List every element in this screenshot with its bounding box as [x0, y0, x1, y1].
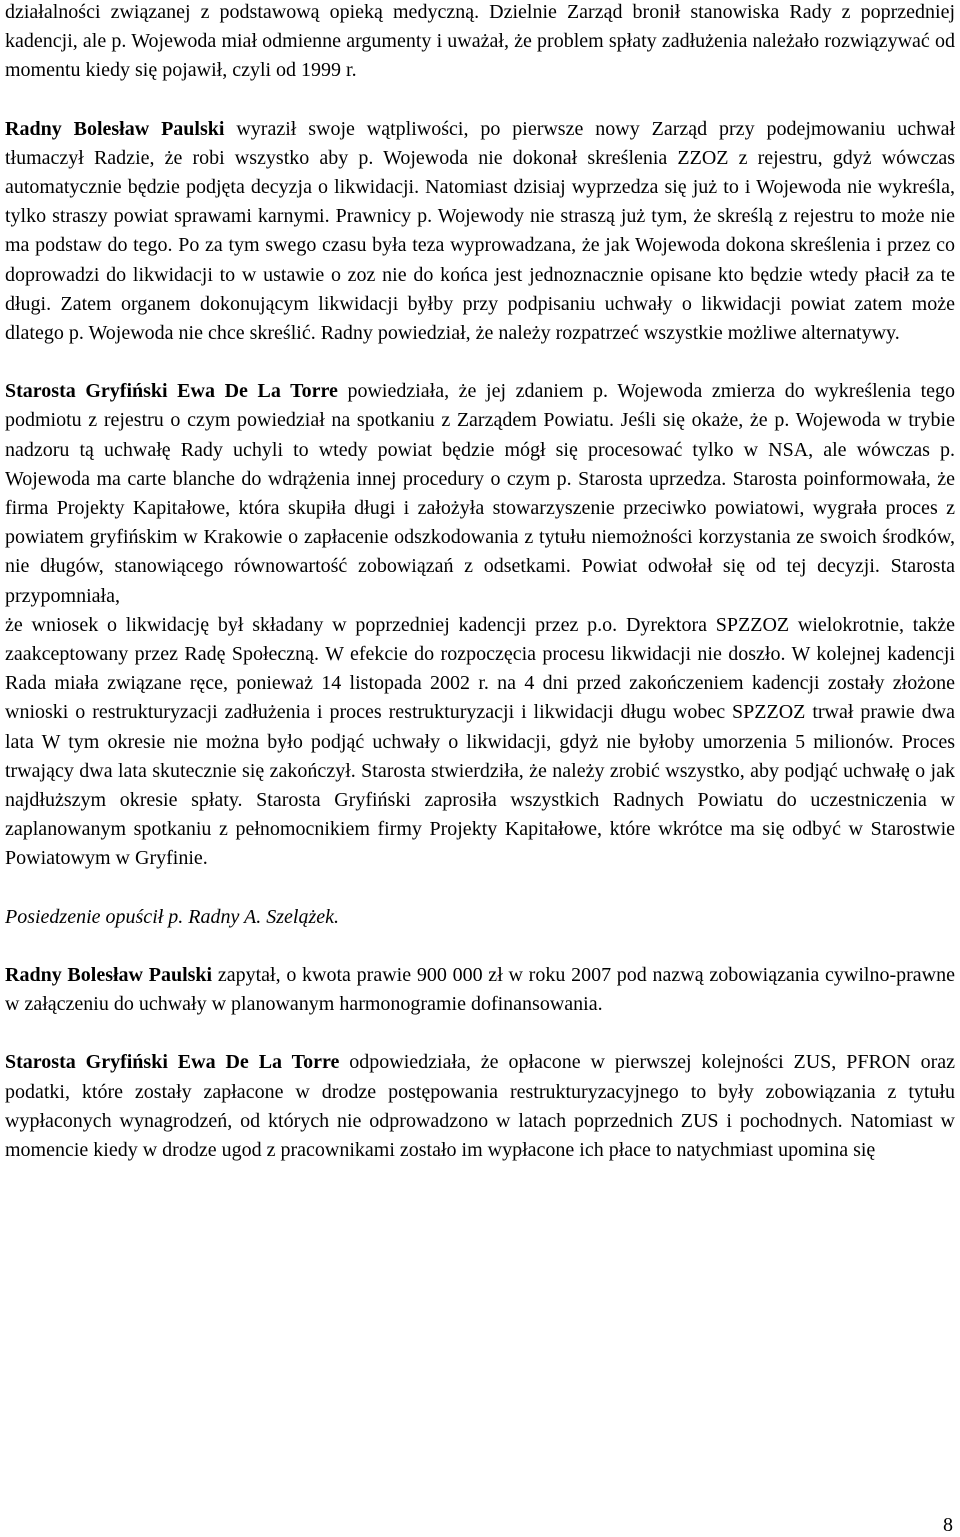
paragraph-paulski-doubts: [5, 115, 955, 349]
paragraph-text: wyraził swoje wątpliwości, po pierwsze nowy Zarząd przy podejmowaniu uchwał tłumaczył Radzie, że robi wszystko aby p. Wojewoda nie dokonał skreślenia ZZOZ z rejestru, gdyż wówczas automatycznie będzie podjęta decyzja o likwidacji. Natomiast dzisiaj wyprzedza się już to i Wojewoda nie wykreśla, tylko straszy powiat sprawami karnymi. Prawnicy p. Wojewody nie straszą już tym, że skreślą z rejestru to może nie ma podstaw do tego. Po za tym swego czasu była teza wyprowadzana, że jak Wojewoda dokona skreślenia i przez co doprowadzi do likwidacji to w ustawie o zoz nie do końca jest jednoznacznie opisane kto będzie wtedy płacił za te długi. Zatem organem dokonującym likwidacji byłby przy podpisaniu uchwały o likwidacji powiat zatem może dlatego p. Wojewoda nie chce skreślić. Radny powiedział, że należy rozpatrzeć wszystkie możliwe alternatywy.: [5, 117, 956, 345]
paragraph-text: działalności związanej z podstawową opieką medyczną. Dzielnie Zarząd bronił stanowiska Rady z poprzedniej kadencji, ale p. Wojewoda miał odmienne argumenty i uważał, że problem spłaty zadłużenia należało rozwiązywać od momentu kiedy się pojawił, czyli od 1999 r.: [5, 1, 955, 82]
paragraph-text: powiedziała, że jej zdaniem p. Wojewoda zmierza do wykreślenia tego podmiotu z rejestru o czym powiedział na spotkaniu z Zarządem Powiatu. Jeśli się okaże, że p. Wojewoda w trybie nadzoru tą uchwałę Rady uchyli to wtedy powiat będzie mógł się procesować tylko w NSA, ale wówczas p. Wojewoda ma carte blanche do wdrążenia innej procedury o czym p. Starosta uprzedza. Starosta poinformowała, że firma Projekty Kapitałowe, która skupiła długi i założyła stowarzyszenie przeciwko powiatowi, wygrała proces z powiatem gryfińskim w Krakowie o zapłacenie odszkodowania z tytułu niemożności korzystania ze swoich środków, nie długów, stanowiącego równowartość zobowiązań z odsetkami. Powiat odwołał się od tej decyzji. Starosta przypomniała,: [5, 380, 956, 607]
paragraph-starosta-answer: [5, 1048, 955, 1165]
paragraph-text-continued: że wniosek o likwidację był składany w poprzedniej kadencji przez p.o. Dyrektora SPZZOZ wielokrotnie, także zaakceptowany przez Radę Społeczną. W efekcie do rozpoczęcia procesu likwidacji nie doszło. W kolejnej kadencji Rada miała związane ręce, ponieważ 14 listopada 2002 r. na 4 dni przed zakończeniem kadencji zostały złożone wnioski o restrukturyzacji zadłużenia i proces restrukturyzacji i likwidacji długu wobec SPZZOZ trwał prawie dwa lata W tym okresie nie można było podjąć uchwały o likwidacji, gdyż nie byłoby umorzenia 5 milionów. Proces trwający dwa lata skutecznie się zakończył. Starosta stwierdziła, że należy zrobić wszystko, aby podjąć uchwałę o jak najdłuższym okresie spłaty. Starosta Gryfiński zaprosiła wszystkich Radnych Powiatu do uczestniczenia w zaplanowanym spotkaniu z pełnomocnikiem firmy Projekty Kapitałowe, które wkrótce ma się odbyć w Starostwie Powiatowym w Gryfinie.: [5, 613, 955, 870]
speaker-name: Radny Bolesław Paulski: [5, 963, 213, 986]
speaker-name: Radny Bolesław Paulski: [5, 117, 225, 140]
speaker-name: Starosta Gryfiński Ewa De La Torre: [5, 1051, 340, 1074]
page-number: 8: [943, 1514, 953, 1536]
paragraph-paulski-question: [5, 961, 955, 1019]
paragraph-text: odpowiedziała, że opłacone w pierwszej kolejności ZUS, PFRON oraz podatki, które zostały zapłacone w drodze postępowania restrukturyzacyjnego to były zobowiązania z tytułu wypłaconych wynagrodzeń, od których nie odprowadzono w latach poprzednich ZUS i pochodnych. Natomiast w momencie kiedy w drodze ugod z pracownikami zostało im wypłacone ich płace to natychmiast upomina się: [5, 1051, 955, 1161]
paragraph-text: zapytał, o kwota prawie 900 000 zł w roku 2007 pod nazwą zobowiązania cywilno-prawne w załączeniu do uchwały w planowanym harmonogramie dofinansowania.: [5, 963, 955, 1016]
paragraph-session-note: [5, 903, 955, 932]
speaker-name: Starosta Gryfiński Ewa De La Torre: [5, 380, 338, 403]
paragraph-starosta-response: [5, 377, 955, 873]
document-page: [5, 0, 955, 1165]
paragraph-text: Posiedzenie opuścił p. Radny A. Szelążek.: [5, 905, 340, 928]
paragraph-intro: [5, 0, 955, 86]
